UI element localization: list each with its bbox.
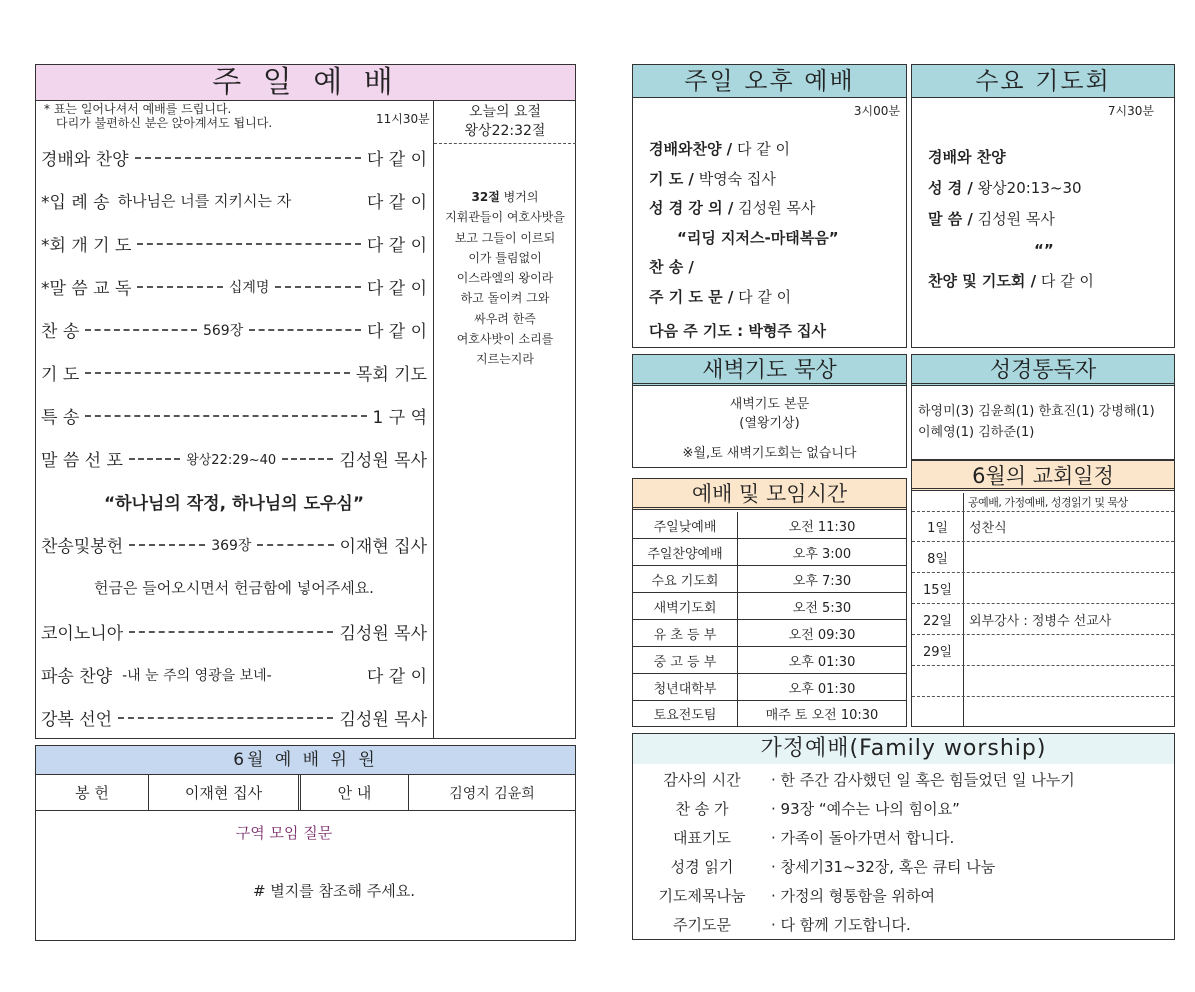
calendar-day: 29일 xyxy=(922,644,953,660)
afternoon-value: 김성원 목사 xyxy=(738,199,816,217)
calendar-event: 성찬식 xyxy=(969,520,1007,536)
readers-box xyxy=(911,354,1175,460)
service-note-2: 다리가 불편하신 분은 앉아계셔도 됩니다. xyxy=(56,116,273,130)
wednesday-header xyxy=(912,65,1174,98)
order-row xyxy=(41,274,427,299)
times-row xyxy=(633,512,906,539)
summary-separator xyxy=(434,143,576,144)
family-row xyxy=(633,910,1174,939)
offering-label: 봉 헌 xyxy=(36,775,149,810)
order-who: 김성원 목사 xyxy=(339,451,427,471)
dawn-line: 새벽기도 본문 xyxy=(729,397,810,412)
times-row xyxy=(633,566,906,593)
order-row xyxy=(41,145,427,170)
calendar-row xyxy=(912,511,1174,542)
wednesday-time: 7시30분 xyxy=(1107,104,1154,118)
order-middle: -내 눈 주의 영광을 보네- xyxy=(122,667,272,684)
times-time: 오전 11:30 xyxy=(788,519,856,535)
calendar-row xyxy=(912,666,1174,697)
family-list xyxy=(633,765,1174,939)
order-who: 1 구 역 xyxy=(372,408,427,428)
calendar-header xyxy=(912,461,1174,491)
times-name: 수요 기도회 xyxy=(633,566,738,592)
summary-line: 이스라엘의 왕이라 xyxy=(456,271,554,286)
family-title: 가정예배(Family worship) xyxy=(760,736,1047,761)
dawn-note: ※월,토 새벽기도회는 없습니다 xyxy=(682,446,857,461)
order-who: 김성원 목사 xyxy=(339,710,427,730)
family-row xyxy=(633,823,1174,852)
summary-line: 지르는지라 xyxy=(476,352,534,367)
times-time: 매주 토 오전 10:30 xyxy=(765,708,879,723)
order-row xyxy=(41,705,427,730)
afternoon-label: 주 기 도 문 / xyxy=(649,287,734,306)
family-label: 기도제목나눔 xyxy=(658,887,746,905)
summary-line: 여호사밧이 소리를 xyxy=(456,332,554,347)
wednesday-value: 다 같 이 xyxy=(1040,272,1094,290)
afternoon-header xyxy=(633,65,906,98)
times-table xyxy=(633,512,906,726)
times-header xyxy=(633,479,906,510)
readers-header xyxy=(912,355,1174,386)
calendar-row xyxy=(912,635,1174,666)
times-row xyxy=(633,701,906,726)
afternoon-title: 주일 오후 예배 xyxy=(684,67,855,95)
wednesday-label: 말 씀 / xyxy=(928,210,973,228)
times-row xyxy=(633,620,906,647)
dawn-text xyxy=(633,395,906,433)
afternoon-value: 다 같 이 xyxy=(736,140,790,158)
times-name: 토요전도팀 xyxy=(633,701,738,726)
times-name: 새벽기도회 xyxy=(633,593,738,619)
family-label: 대표기도 xyxy=(673,829,731,847)
order-who: 다 같 이 xyxy=(366,193,427,213)
wednesday-label: 경배와 찬양 xyxy=(928,148,1006,166)
family-label: 주기도문 xyxy=(673,916,731,934)
order-name: *말 씀 교 독 xyxy=(41,279,132,299)
service-notes xyxy=(44,102,272,130)
family-header xyxy=(633,734,1174,764)
calendar-day: 1일 xyxy=(927,520,948,536)
afternoon-value: 박영숙 집사 xyxy=(698,169,776,188)
family-row xyxy=(633,794,1174,823)
dawn-box xyxy=(632,354,907,468)
summary-line: 하고 돌이켜 그와 xyxy=(460,291,550,306)
order-who: 다 같 이 xyxy=(366,150,427,170)
times-title: 예배 및 모임시간 xyxy=(691,482,848,506)
times-time: 오전 5:30 xyxy=(792,600,852,616)
june-team-title: 6월 예 배 위 원 xyxy=(233,750,378,770)
afternoon-label: 찬 송 / xyxy=(649,258,694,276)
order-who: 김성원 목사 xyxy=(339,624,427,644)
order-who: 목회 기도 xyxy=(355,365,427,385)
offering-who: 이재현 집사 xyxy=(149,775,301,810)
order-who: 다 같 이 xyxy=(366,322,428,342)
wednesday-title: 수요 기도회 xyxy=(975,67,1111,95)
service-note-1: * 표는 일어나셔서 예배를 드립니다. xyxy=(44,102,232,116)
order-who: 다 같 이 xyxy=(366,279,427,299)
summary-line: 보고 그들이 이르되 xyxy=(454,230,556,245)
order-row xyxy=(41,231,427,256)
order-name: 특 송 xyxy=(41,408,80,428)
calendar-box xyxy=(911,460,1175,727)
order-row xyxy=(41,403,427,428)
order-row xyxy=(41,662,427,687)
order-row xyxy=(41,446,427,471)
order-row xyxy=(41,317,427,342)
calendar-day: 15일 xyxy=(922,582,953,598)
order-name: 기 도 xyxy=(41,365,80,385)
offering-note: 헌금은 들어오시면서 헌금함에 넣어주세요. xyxy=(94,579,374,597)
wednesday-list xyxy=(928,142,1094,297)
wednesday-value: 김성원 목사 xyxy=(977,210,1055,228)
afternoon-label: 성 경 강 의 / xyxy=(649,199,734,217)
dawn-line: (열왕기상) xyxy=(739,416,800,431)
calendar-rows xyxy=(912,511,1174,697)
order-middle: 369장 xyxy=(211,537,252,554)
service-time: 11시30분 xyxy=(376,112,430,126)
readers-line: 이혜영(1) 김하준(1) xyxy=(918,425,1035,440)
order-name: 찬 송 xyxy=(41,322,80,342)
order-who: 이재현 집사 xyxy=(339,537,428,557)
readers-title: 성경통독자 xyxy=(989,358,1097,383)
calendar-row xyxy=(912,542,1174,573)
summary-header xyxy=(434,103,576,141)
order-name: 코이노니아 xyxy=(41,624,124,644)
dawn-header xyxy=(633,355,906,386)
order-who: 다 같 이 xyxy=(366,667,427,687)
june-team-header xyxy=(36,746,575,775)
summary-line: 싸우려 한즉 xyxy=(474,311,536,326)
family-text: · 가족이 돌아가면서 합니다. xyxy=(771,829,955,847)
family-row xyxy=(633,881,1174,910)
order-name: 파송 찬양 xyxy=(41,667,113,687)
times-name: 주일낮예배 xyxy=(633,512,738,538)
times-time: 오후 3:00 xyxy=(792,546,852,562)
order-name: *회 개 기 도 xyxy=(41,236,132,256)
order-row xyxy=(41,360,427,385)
times-box xyxy=(632,478,907,727)
family-text: · 한 주간 감사했던 일 혹은 힘들었던 일 나누기 xyxy=(771,771,1075,789)
sermon-title: “하나님의 작정, 하나님의 도우심” xyxy=(103,494,365,514)
family-text: · 다 함께 기도합니다. xyxy=(771,916,911,934)
wednesday-value: “” xyxy=(1034,241,1054,259)
wednesday-label: 성 경 / xyxy=(928,179,973,197)
family-text: · 가정의 형통함을 위하여 xyxy=(771,887,935,905)
calendar-col-header: 공예배, 가정예배, 성경읽기 및 묵상 xyxy=(968,496,1128,509)
calendar-row xyxy=(912,573,1174,604)
june-team-row xyxy=(36,775,575,811)
dawn-title: 새벽기도 묵상 xyxy=(702,358,837,383)
summary-title: 오늘의 요절 xyxy=(468,104,542,120)
order-name: *입 례 송 xyxy=(41,193,110,213)
afternoon-label: 기 도 / xyxy=(649,169,694,188)
order-middle: 하나님은 너를 지키시는 자 xyxy=(117,192,292,210)
times-row xyxy=(633,539,906,566)
times-name: 주일찬양예배 xyxy=(633,539,738,565)
times-name: 중 고 등 부 xyxy=(633,647,738,673)
order-name: 말 씀 선 포 xyxy=(41,451,123,471)
times-time: 오후 7:30 xyxy=(792,573,852,589)
calendar-day: 8일 xyxy=(927,551,948,567)
times-time: 오후 01:30 xyxy=(788,681,856,697)
times-row xyxy=(633,593,906,620)
afternoon-list xyxy=(649,135,839,312)
main-service-header xyxy=(36,65,575,101)
family-label: 찬 송 가 xyxy=(675,800,729,818)
order-name: 찬송및봉헌 xyxy=(41,537,124,557)
calendar-title: 6월의 교회일정 xyxy=(972,464,1114,488)
afternoon-value: 다 같 이 xyxy=(738,287,792,306)
readers-line: 하영미(3) 김윤희(1) 한효진(1) 강병해(1) xyxy=(918,404,1155,419)
wednesday-box xyxy=(911,64,1175,348)
group-title: 구역 모임 질문 xyxy=(235,824,333,842)
summary-line: 지휘관들이 여호사밧을 xyxy=(445,210,565,225)
main-service-box xyxy=(35,64,576,739)
order-name: 강복 선언 xyxy=(41,710,113,730)
june-team-box xyxy=(35,745,576,941)
order-middle: 569장 xyxy=(202,322,244,339)
times-name: 유 초 등 부 xyxy=(633,620,738,646)
family-row xyxy=(633,765,1174,794)
family-row xyxy=(633,852,1174,881)
times-name: 청년대학부 xyxy=(633,674,738,700)
order-who: 다 같 이 xyxy=(366,236,427,256)
family-box xyxy=(632,733,1175,940)
calendar-event: 외부강사 : 정병수 선교사 xyxy=(969,613,1112,629)
order-row xyxy=(41,532,427,557)
afternoon-label: 경배와찬양 / xyxy=(649,140,733,158)
guide-who: 김영지 김윤희 xyxy=(449,785,535,802)
lecture-title: “리딩 지저스-마태복음” xyxy=(677,228,839,247)
group-note: # 별지를 참조해 주세요. xyxy=(252,882,416,900)
times-time: 오후 01:30 xyxy=(788,654,856,670)
next-prayer: 다음 주 기도 : 박형주 집사 xyxy=(649,322,827,340)
order-row xyxy=(41,619,427,644)
family-text: · 93장 “예수는 나의 힘이요” xyxy=(771,800,960,818)
afternoon-time: 3시00분 xyxy=(853,104,900,118)
calendar-day: 22일 xyxy=(922,613,953,629)
wednesday-label: 찬양 및 기도회 / xyxy=(928,272,1037,290)
wednesday-value: 왕상20:13~30 xyxy=(977,179,1082,197)
times-row xyxy=(633,647,906,674)
order-row xyxy=(41,188,427,213)
times-time: 오전 09:30 xyxy=(788,627,856,643)
family-text: · 창세기31~32장, 혹은 큐티 나눔 xyxy=(771,858,996,876)
order-middle: 십계명 xyxy=(228,279,270,296)
order-name: 경배와 찬양 xyxy=(41,150,129,170)
family-label: 감사의 시간 xyxy=(663,771,741,789)
times-row xyxy=(633,674,906,701)
guide-label: 안 내 xyxy=(301,775,409,810)
order-middle: 왕상22:29~40 xyxy=(186,453,277,468)
main-service-title: 주 일 예 배 xyxy=(212,65,399,100)
family-label: 성경 읽기 xyxy=(670,858,734,876)
calendar-row xyxy=(912,604,1174,635)
readers-list xyxy=(918,401,1155,443)
summary-ref: 왕상22:32절 xyxy=(464,123,546,139)
summary-verse: 32절 병거의 지휘관들이 여호사밧을 보고 그들이 이르되 이가 틀림없이 이스라엘의 왕이라 하고 돌이켜 그와 싸우려 한즉 여호사밧이 소리를 지르는지라 xyxy=(434,187,576,370)
summary-line: 이가 틀림없이 xyxy=(468,250,542,265)
afternoon-box xyxy=(632,64,907,348)
